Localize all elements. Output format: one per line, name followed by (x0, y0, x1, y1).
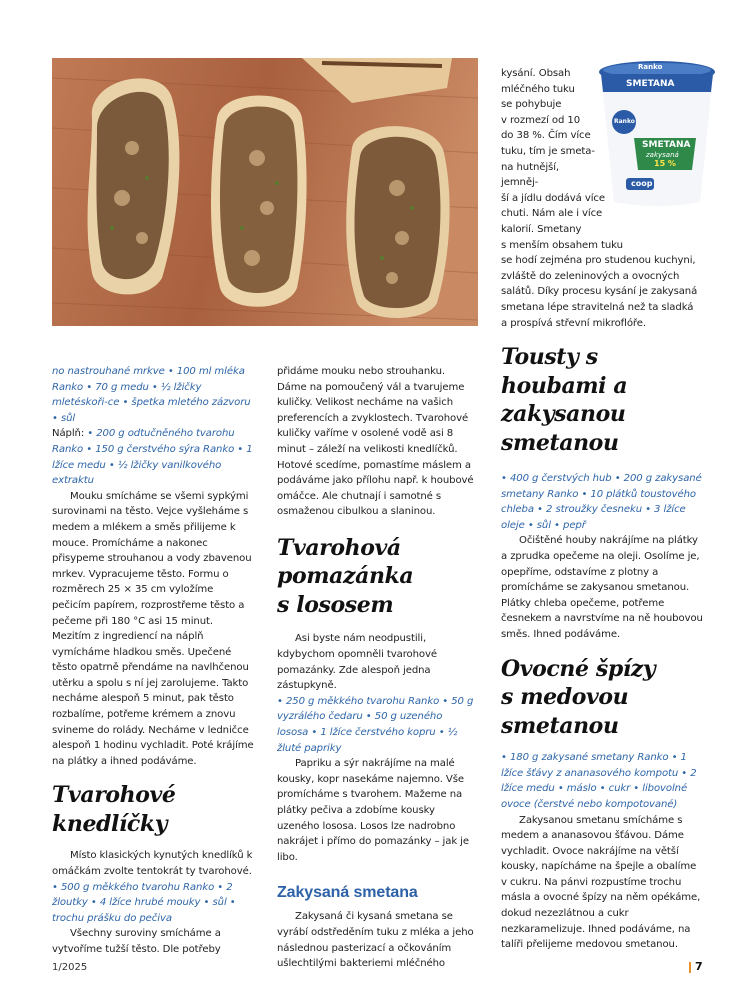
product-name-front: SMETANA (642, 140, 691, 150)
heading-ovocne-spizy: Ovocné špízy s medovou smetanou (501, 655, 656, 739)
tousty-instructions: Očištěné houby nakrájíme na plátky a zprudka opečeme na oleji. Osolíme je, opepříme, odstavíme z plotny a promícháme se zakysanou smetanou. Plátky chleba opečeme, potřeme česnekem a navrstvíme na ně houbovou směs. Ihned podáváme. (501, 535, 703, 641)
smetana-line: a prospívá střevní mikroflóře. (501, 317, 646, 329)
filling-ingredients (52, 426, 254, 488)
subheading-zakysana-smetana: Zakysaná smetana (277, 884, 418, 902)
issue-number: 1/2025 (52, 962, 88, 973)
smetana-line: zvláště do zeleninových a ovocných (501, 270, 680, 282)
product-brand-logo: Ranko (614, 118, 635, 125)
smetana-line: se hodí zejména pro studenou kuchyni, (501, 255, 696, 267)
smetana-line: s menším obsahem tuku (501, 239, 623, 251)
tousty-ingredients: • 400 g čerstvých hub • 200 g zakysané smetany Ranko • 10 plátků toustového chleba • 2 stroužky česneku • 3 lžíce oleje • sůl • pepř (501, 473, 702, 531)
footer-accent-bar (689, 962, 691, 973)
smetana-line: mléčného tuku (501, 83, 575, 95)
heading-tousty: Tousty s houbami a zakysanou smetanou (501, 344, 628, 456)
smetana-line: smetana lépe stravitelná než ta sladká (501, 301, 694, 313)
knedlicky-instructions: Všechny suroviny smícháme a vytvoříme tužší těsto. Dle potřeby (52, 928, 221, 955)
roll-instructions: Mouku smícháme se všemi sypkými surovinami na těsto. Vejce vyšleháme s medem a mlékem a směs přilijeme k mouce. Promícháme a nakonec přisypeme strouhanou a vody zbavenou mrkev. Vypracujeme těsto. Formu o rozměrech 25 × 35 cm vyložíme pečicím papírem, rozprostřeme těsto a pečeme při 180 °C asi 15 minut. Mezitím z ingrediencí na náplň vymícháme hladkou směs. Upečené těsto opatrně přendáme na navlhčenou utěrku a spolu s ní jej zarolujeme. Takto necháme alespoň 5 minut, pak těsto rozbalíme, potřeme krémem a znovu svineme do rolády. Necháme v ledničce alespoň 1 hodinu vychladit. Poté krájíme na plátky a ihned podáváme. (52, 490, 254, 767)
knedlicky-continued: přidáme mouku nebo strouhanku. Dáme na pomoučený vál a tvarujeme kuličky. Velikost necháme na vašich preferencích a zvyklostech. Tvarohové kuličky vaříme v osolené vodě asi 8 minut – záleží na velikosti knedlíčků. Hotové scedíme, pomastíme máslem a podáváme jako přílohu např. k houbové omáčce. Ale chutnají i samotné s osmaženou cibulkou a slaninou. (277, 366, 474, 518)
smetana-line: v rozmezí od 10 (501, 114, 581, 126)
pomazanka-intro: Asi byste nám neodpustili, kdybychom opomněli tvarohové pomazánky. Zde alespoň jedna zástupkyně. (277, 633, 437, 692)
product-store-logo: coop (631, 179, 653, 188)
knedlicky-intro: Místo klasických kynutých knedlíků k omáčkám zvolte tentokrát ty tvarohové. (52, 850, 253, 878)
filling-label: Náplň: (52, 428, 85, 440)
smetana-text-narrow (501, 66, 605, 238)
ingredients-top: no nastrouhané mrkve • 100 ml mléka Ranko • 70 g medu • ½ lžičky mletéskoři-ce • špetka mletého zázvoru • sůl (52, 366, 251, 424)
filling-items: • 200 g odtučněného tvarohu Ranko • 150 g čerstvého sýra Ranko • 1 lžíce medu • ½ lžičky vanilkového extraktu (52, 428, 253, 487)
smetana-line: tuku, tím je smeta- (501, 145, 595, 157)
smetana-line: do 38 %. Čím více (501, 130, 591, 142)
photo-mushroom-toasts (52, 58, 478, 326)
smetana-line: ší a jídlu dodává více (501, 192, 605, 204)
column-2 (277, 364, 475, 972)
knedlicky-ingredients: • 500 g měkkého tvarohu Ranko • 2 žloutky • 4 lžíce hrubé mouky • sůl • trochu prášku do pečiva (52, 881, 236, 924)
smetana-line: salátů. Díky procesu kysání je zakysaná (501, 286, 698, 298)
smetana-line: se pohybuje (501, 99, 562, 111)
smetana-line: kalorií. Smetany (501, 223, 582, 235)
spizy-instructions: Zakysanou smetanu smícháme s medem a ananasovou šťávou. Dáme vychladit. Ovoce nakrájíme na větší kousky, napícháme na špejle a obalíme v cukru. Na pánvi rozpustíme trochu másla a ovocné špízy na něm opékáme, dokud nezezlátnou a cukr nezkaramelizuje. Ihned podáváme, na talíři přelijeme medovou smetanou. (501, 814, 701, 951)
heading-pomazanka: Tvarohová pomazánka s lososem (277, 534, 414, 618)
product-variant: zakysaná (646, 151, 679, 159)
column-3 (501, 66, 705, 953)
product-name: SMETANA (626, 79, 675, 89)
pomazanka-instructions: Papriku a sýr nakrájíme na malé kousky, kopr nasekáme najemno. Vše promícháme s tvarohem. Mažeme na plátky pečiva a zdobíme kousky uzeného lososa. Losos lze nadrobno nakrájet i přímo do pomazánky – jak je libo. (277, 758, 469, 863)
smetana-text: Zakysaná či kysaná smetana se vyrábí odstředěním tuku z mléka a jeho následnou pasterizací a očkováním ušlechtilými bakteriemi mléčného (277, 911, 474, 970)
product-fat: 15 % (654, 159, 676, 168)
heading-tvarohove-knedlicky: Tvarohové knedlíčky (52, 782, 176, 837)
spizy-ingredients: • 180 g zakysané smetany Ranko • 1 lžíce šťávy z ananasového kompotu • 2 lžíce medu • máslo • cukr • libovolné ovoce (čerstvé nebo kompotované) (501, 752, 697, 810)
page-number: 7 (695, 960, 703, 973)
column-1 (52, 364, 254, 958)
smetana-line: chuti. Nám ale i více (501, 208, 603, 220)
pomazanka-ingredients: • 250 g měkkého tvarohu Ranko • 50 g vyzrálého čedaru • 50 g uzeného lososa • 1 lžíce čerstvého kopru • ½ žluté papriky (277, 695, 474, 754)
smetana-line: kysání. Obsah (501, 68, 571, 79)
product-brand-lid: Ranko (638, 63, 663, 71)
smetana-line: na hutnější, jemněj- (501, 161, 560, 189)
